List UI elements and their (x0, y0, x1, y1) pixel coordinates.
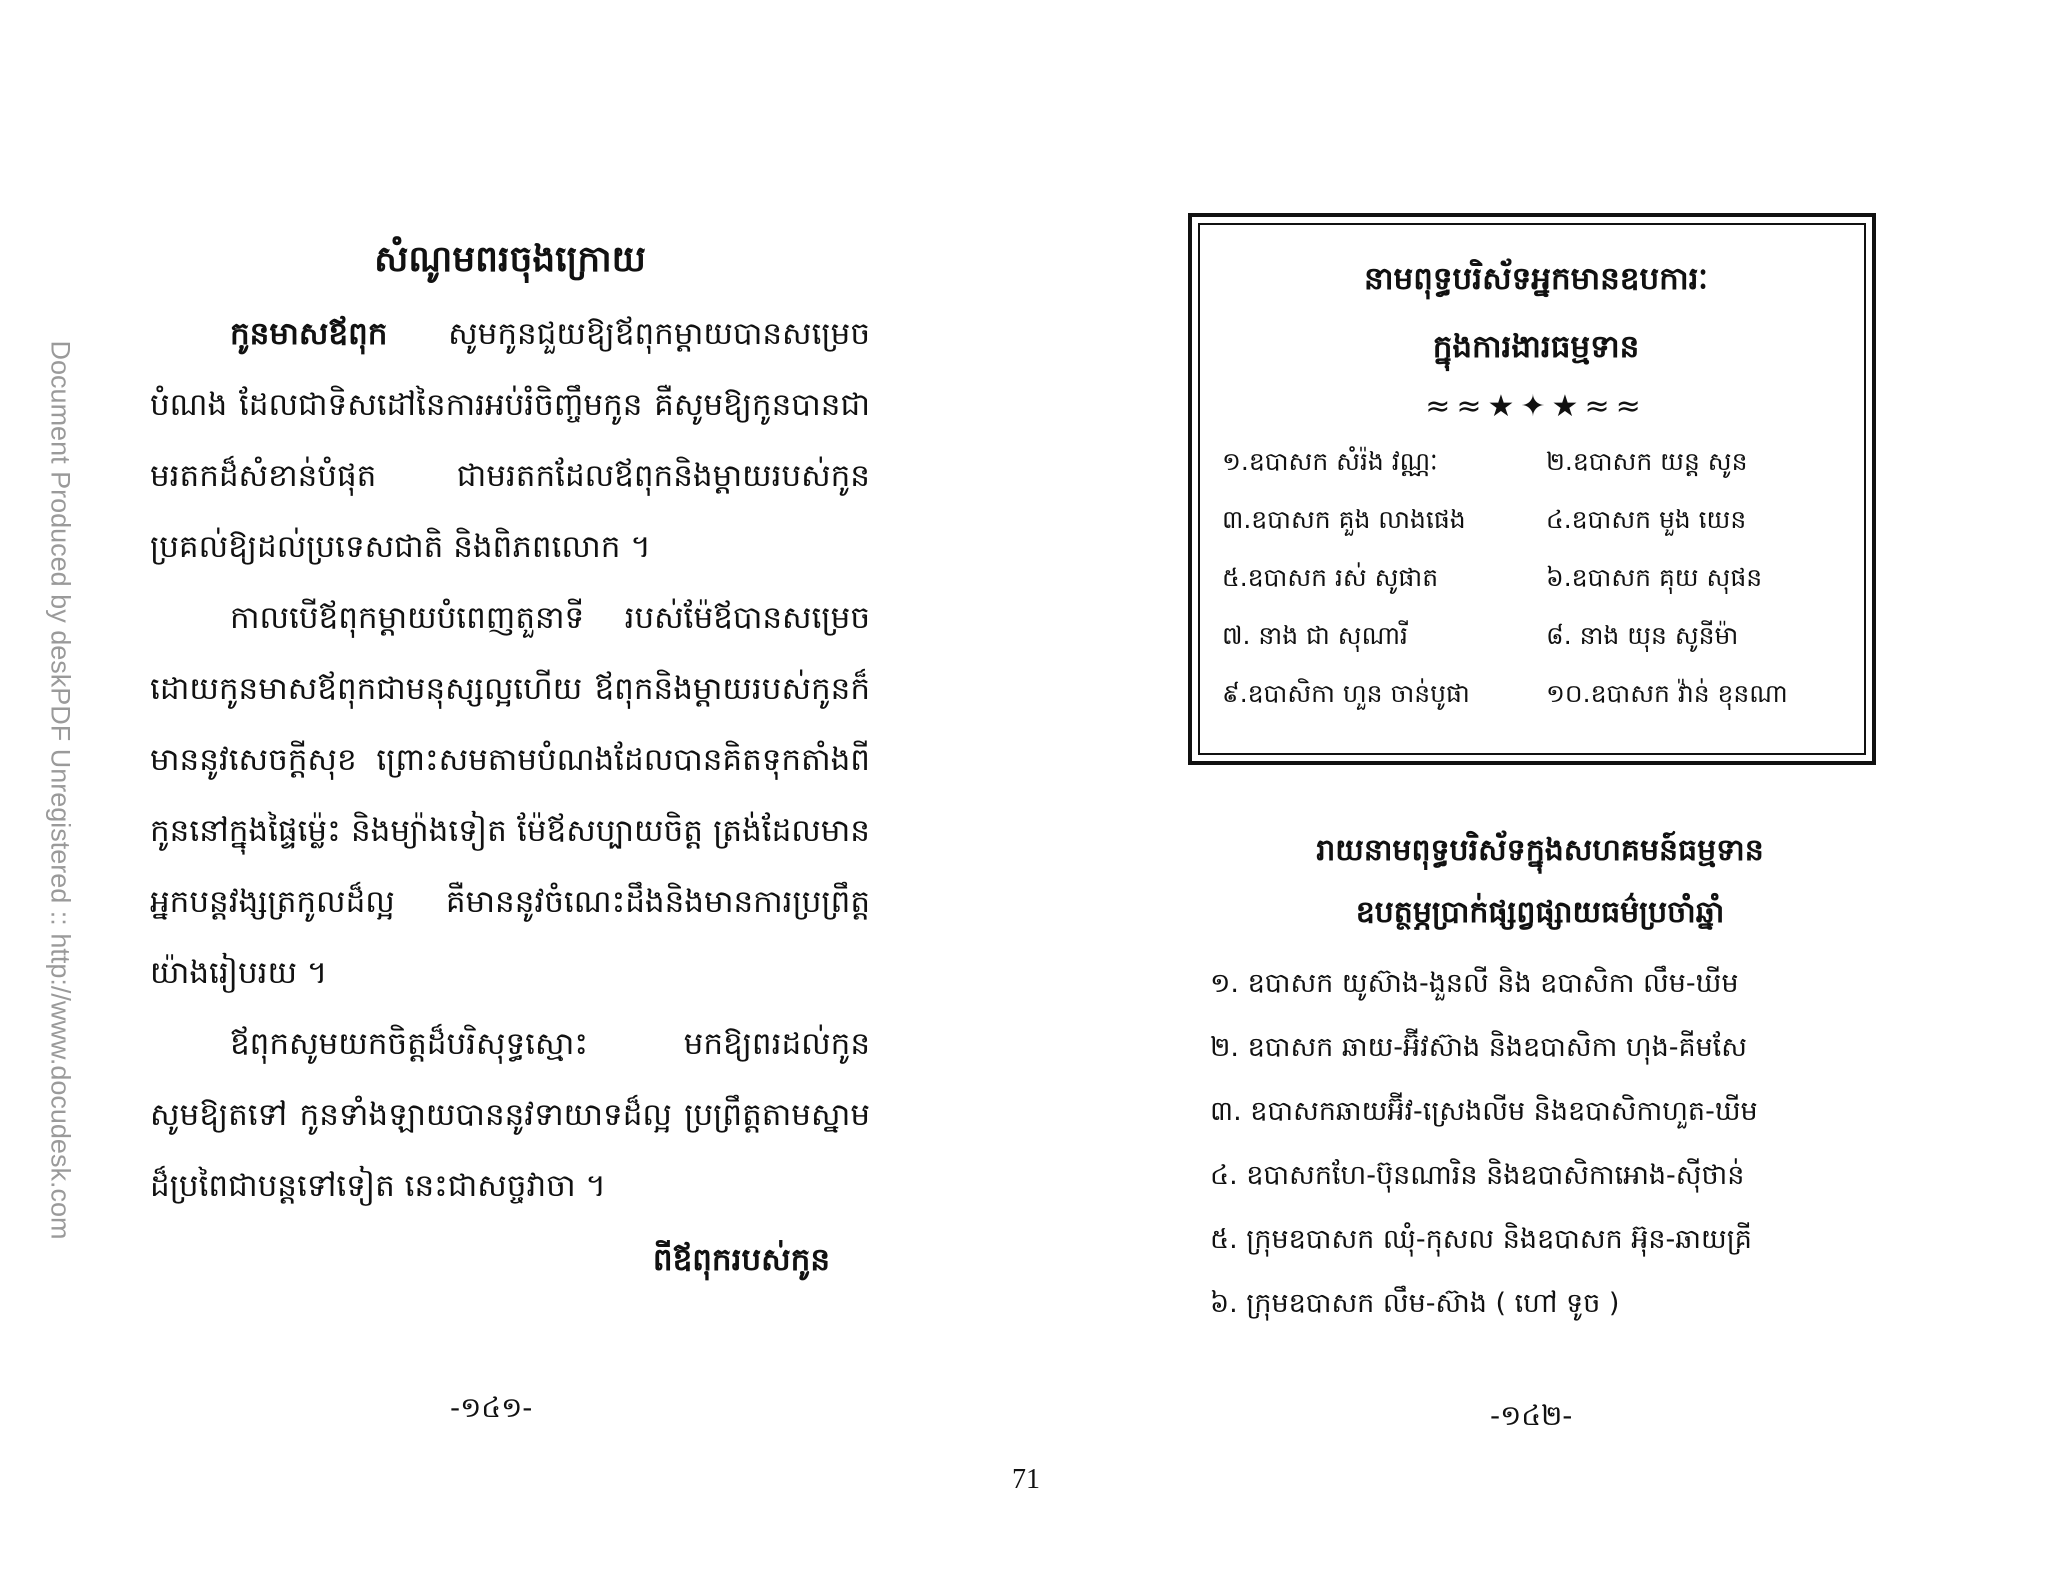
donor-item: ៩.ឧបាសិកា ហួន ចាន់បូផា (1222, 679, 1470, 708)
community-title-1: រាយនាមពុទ្ធបរិស័ទក្នុងសហគមន៍ធម្មទាន (1316, 833, 1764, 868)
donor-list (1222, 433, 1850, 723)
left-page-body (150, 299, 870, 1222)
footer-page-number: 71 (1012, 1464, 1040, 1495)
donor-box-title-2: ក្នុងការងារធម្មទាន (1432, 329, 1640, 365)
community-title-2: ឧបត្ថម្ភប្រាក់ផ្សព្វផ្សាយធម៌ប្រចាំឆ្នាំ (1355, 895, 1725, 930)
donor-box-inner (1198, 223, 1866, 755)
list-item: ៦. ក្រុមឧបាសក លឹម-ស៊ាង ( ហៅ ទូច ) (1210, 1288, 1620, 1319)
donor-item: ៤.ឧបាសក មួង យេន (1546, 505, 1747, 534)
donor-box-title-1: នាមពុទ្ធបរិស័ទអ្នកមានឧបការៈ (1364, 261, 1708, 297)
left-page-number: -១៤១- (450, 1391, 533, 1424)
donor-item: ៨. នាង យុន សូនីម៉ា (1546, 621, 1739, 650)
list-item: ៣. ឧបាសកឆាយអ៊ីវ-ស្រេងលីម និងឧបាសិកាហួត-ឃីម (1210, 1096, 1758, 1127)
ornament-divider: ≈≈★✦★≈≈ (1425, 389, 1647, 424)
paragraph-2: កាលបើឪពុកម្ដាយបំពេញតួនាទី របស់ម៉ែឪបានសម្រេច ដោយកូនមាសឪពុកជាមនុស្សល្អហើយ ឪពុកនិងម្ដាយរបស់កូនក៏មាននូវសេចក្ដីសុខ ព្រោះសមតាមបំណងដែលបានគិតទុកតាំងពីកូននៅក្នុងផ្ទៃម្ល៉េះ និងម្យ៉ាងទៀត ម៉ែឪសប្បាយចិត្ត ត្រង់ដែលមានអ្នកបន្តវង្សត្រកូលដ៏ល្អ គឺមាននូវចំណេះដឹងនិងមានការប្រព្រឹត្តយ៉ាងរៀបរយ ។ (150, 600, 870, 991)
left-page (150, 225, 870, 1292)
donor-item: ៥.ឧបាសក រស់ សូផាត (1222, 563, 1439, 592)
community-list (1210, 952, 1870, 1336)
paragraph-1-text: សូមកូនជួយឱ្យឪពុកម្ដាយបានសម្រេចបំណង ដែលជាទិសដៅនៃការអប់រំចិញ្ចឹមកូន គឺសូមឱ្យកូនបានជាមរតកដ៏សំខាន់បំផុត ជាមរតកដែលឪពុកនិងម្ដាយរបស់កូន ប្រគល់ឱ្យដល់ប្រទេសជាតិ និងពិភពលោក ។ (150, 316, 870, 565)
right-page-number: -១៤២- (1490, 1399, 1573, 1432)
donor-item: ១០.ឧបាសក វ៉ាន់ ខុនណា (1546, 679, 1788, 708)
donor-box (1188, 213, 1876, 765)
donor-item: ២.ឧបាសក យន្ត សូន (1546, 447, 1748, 476)
donor-item: ៦.ឧបាសក គុយ សុផន (1546, 563, 1763, 592)
list-item: ២. ឧបាសក ឆាយ-អ៊ីវស៊ាង និងឧបាសិកា ហុង-គីមសែ (1210, 1032, 1748, 1063)
paragraph-3: ឪពុកសូមយកចិត្តដ៏បរិសុទ្ធស្មោះ មកឱ្យពរដល់កូនសូមឱ្យតទៅ កូនទាំងឡាយបាននូវទាយាទដ៏ល្អ ប្រព្រឹត្តតាមស្នាមដ៏ប្រពៃជាបន្តទៅទៀត នេះជាសច្ចវាចា ។ (150, 1026, 870, 1204)
paragraph-1-lead: កូនមាសឪពុក (230, 316, 388, 352)
list-item: ១. ឧបាសក យូស៊ាង-ងួនលី និង ឧបាសិកា លឹម-ឃីម (1210, 968, 1739, 999)
list-item: ៥. ក្រុមឧបាសក ឈុំ-កុសល និងឧបាសក អ៊ុន-ឆាយគ្រី (1210, 1224, 1752, 1255)
signature: ពីឪពុករបស់កូន (652, 1242, 830, 1278)
donor-item: ១.ឧបាសក សំរ៉ង វណ្ណៈ (1222, 447, 1438, 476)
left-page-title: សំណូមពរចុងក្រោយ (374, 239, 646, 280)
donor-item: ៣.ឧបាសក គួង លាងផេង (1222, 505, 1466, 534)
watermark-text: Document Produced by deskPDF Unregistered :: http://www.docudesk.com (45, 340, 76, 1240)
community-donors (1210, 820, 1870, 1336)
list-item: ៤. ឧបាសកហែ-ប៊ុនណារិន និងឧបាសិកាអោង-ស៊ីថាន់ (1210, 1160, 1745, 1191)
donor-item: ៧. នាង ជា សុណារី (1222, 621, 1408, 650)
paragraph-1 (150, 299, 870, 583)
